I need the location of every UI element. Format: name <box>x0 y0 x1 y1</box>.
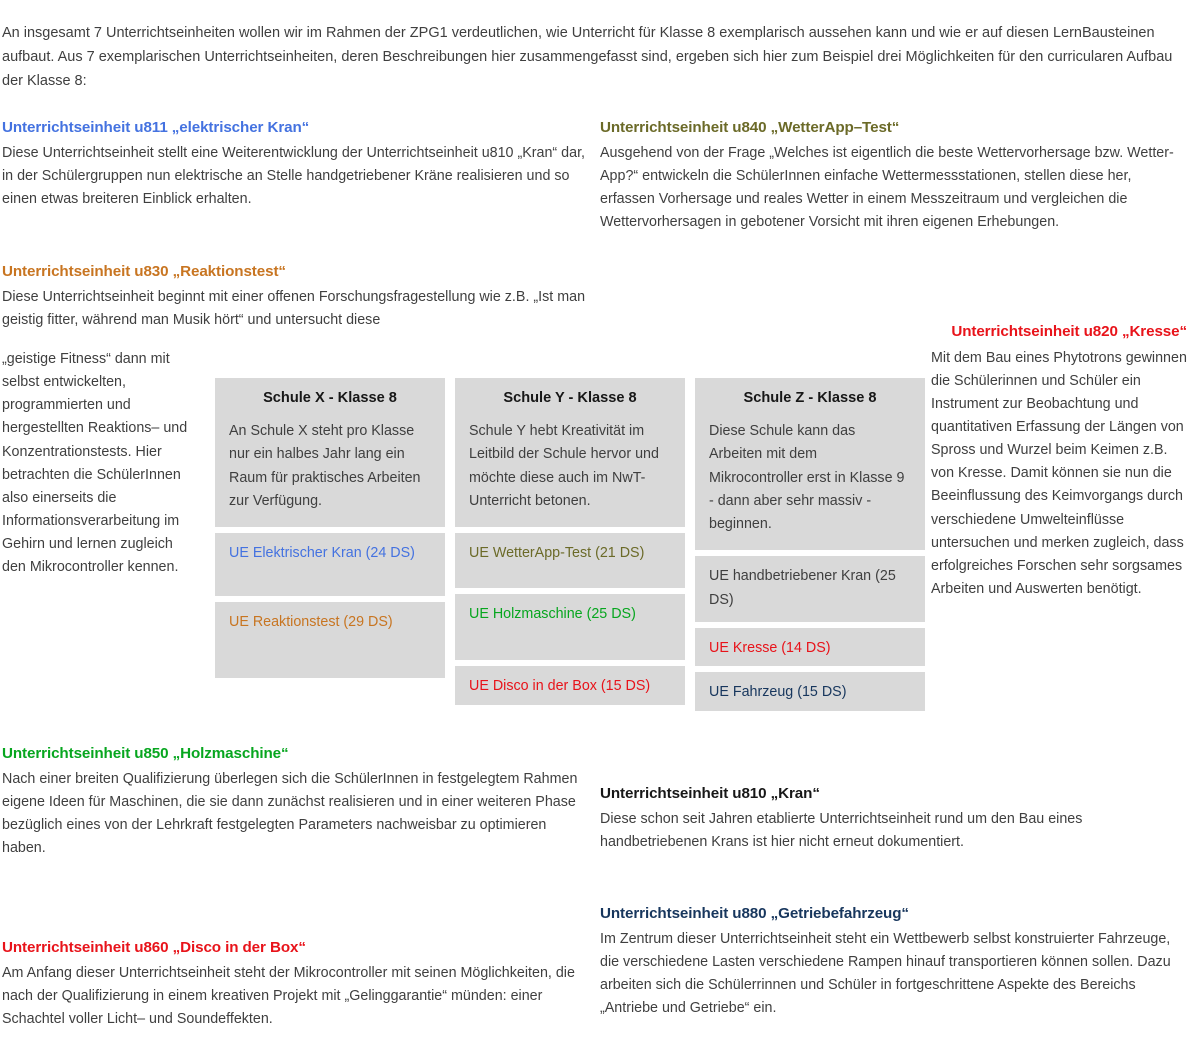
schedule-unit-label: UE Kresse (14 DS) <box>709 640 831 657</box>
schedule-column <box>215 378 445 684</box>
school-title: Schule Z - Klasse 8 <box>743 390 877 406</box>
unit-heading-u820: Unterrichtseinheit u820 „Kresse“ <box>951 323 1187 340</box>
unit-body-u840: Ausgehend von der Frage „Welches ist eigentlich die beste Wettervorhersage bzw. Wetter-App?“ entwickeln die SchülerInnen einfache Wettermessstationen, stellen diese her, erfassen Vorhersage und reales Wetter in einem Messzeitraum und vergleichen die Wettervorhersagen in gebotener Vorsicht mit ihren eigenen Erhebungen. <box>600 144 1174 230</box>
unit-section-u840 <box>600 118 1187 234</box>
schedule-unit-block[interactable] <box>455 666 685 705</box>
unit-body-u880: Im Zentrum dieser Unterrichtseinheit steht ein Wettbewerb selbst konstruierter Fahrzeuge, die verschiedene Lasten verschiedene Rampen hinauf transportieren können sollen. Dazu arbeiten sich die Schülerrinnen und Schüler in fortgeschrittene Aspekte des Bereichs „Antriebe und Getriebe“ ein. <box>600 930 1171 1016</box>
unit-section-u850 <box>2 744 590 860</box>
unit-heading-u850: Unterrichtseinheit u850 „Holzmaschine“ <box>2 745 289 762</box>
school-title: Schule Y - Klasse 8 <box>503 390 637 406</box>
unit-section-u810 <box>600 784 1184 854</box>
unit-body-u830-wide: Diese Unterrichtseinheit beginnt mit einer offenen Forschungsfragestellung wie z.B. „Ist man geistig fitter, während man Musik hört“ und untersucht diese <box>2 288 586 328</box>
schedule-unit-block[interactable] <box>695 556 925 622</box>
unit-heading-u811: Unterrichtseinheit u811 „elektrischer Kran“ <box>2 119 310 136</box>
unit-section-u811 <box>2 118 587 211</box>
unit-heading-u840: Unterrichtseinheit u840 „WetterApp–Test“ <box>600 119 900 136</box>
school-header-block <box>695 378 925 550</box>
unit-section-u860 <box>2 938 590 1031</box>
unit-body-u860: Am Anfang dieser Unterrichtseinheit steht der Mikrocontroller mit seinen Möglichkeiten, die nach der Qualifizierung in einem kreativen Projekt mit „Gelinggarantie“ münden: einer Schachtel voller Licht– und Soundeffekten. <box>2 964 575 1027</box>
schedule-unit-label: UE handbetriebener Kran (25 DS) <box>709 568 896 608</box>
unit-body-u820: Mit dem Bau eines Phytotrons gewinnen die Schülerinnen und Schüler ein Instrument zur Beobachtung und quantitativen Erfassung der Längen von Spross und Wurzel beim Keimen z.B. von Kresse. Damit können sie nun die Beeinflussung des Keimvorgangs durch verschiedene Umwelteinflüsse untersuchen und merken zugleich, dass erfolgreiches Forschen sehr sorgsames Arbeiten und Auswerten benötigt. <box>931 349 1187 598</box>
schedule-unit-block[interactable] <box>455 594 685 660</box>
unit-body-u811: Diese Unterrichtseinheit stellt eine Weiterentwicklung der Unterrichtseinheit u810 „Kran“ dar, in der Schülergruppen nun elektrische an Stelle handgetriebener Kräne realisieren und so einen etwas breiteren Einblick erhalten. <box>2 144 586 207</box>
school-header-block <box>215 378 445 527</box>
unit-heading-u860: Unterrichtseinheit u860 „Disco in der Box“ <box>2 939 306 956</box>
school-description: Diese Schule kann das Arbeiten mit dem Mikrocontroller erst in Klasse 9 - dann aber sehr massiv - beginnen. <box>709 422 905 533</box>
schedule-unit-block[interactable] <box>215 602 445 678</box>
unit-heading-u810: Unterrichtseinheit u810 „Kran“ <box>600 785 820 802</box>
unit-heading-u830: Unterrichtseinheit u830 „Reaktionstest“ <box>2 263 286 280</box>
schedule-unit-label: UE WetterApp-Test (21 DS) <box>469 545 645 562</box>
schedule-unit-block[interactable] <box>695 628 925 666</box>
unit-body-u850: Nach einer breiten Qualifizierung überlegen sich die SchülerInnen in festgelegtem Rahmen eigene Ideen für Maschinen, die sie dann zunächst realisieren und in einer weiteren Phase bezüglich eines von der Lehrkraft festgelegten Parameters nachweisbar zu optimieren haben. <box>2 770 578 856</box>
school-description: Schule Y hebt Kreativität im Leitbild der Schule hervor und möchte diese auch im NwT-Unterricht betonen. <box>469 422 659 509</box>
unit-body-u810: Diese schon seit Jahren etablierte Unterrichtseinheit rund um den Bau eines handbetriebenen Krans ist hier nicht erneut dokumentiert. <box>600 810 1083 850</box>
unit-section-u830 <box>2 262 587 332</box>
schedule-unit-block[interactable] <box>455 533 685 588</box>
schedule-column <box>695 378 925 717</box>
school-header-block <box>455 378 685 527</box>
unit-section-u880 <box>600 904 1184 1020</box>
schedule-unit-block[interactable] <box>695 672 925 711</box>
unit-heading-u880: Unterrichtseinheit u880 „Getriebefahrzeug“ <box>600 905 909 922</box>
unit-section-u820 <box>888 322 1187 601</box>
school-title: Schule X - Klasse 8 <box>263 390 397 406</box>
schedule-unit-label: UE Holzmaschine (25 DS) <box>469 606 636 623</box>
schedule-unit-label: UE Reaktionstest (29 DS) <box>229 614 393 631</box>
schedule-unit-label: UE Fahrzeug (15 DS) <box>709 684 847 701</box>
schedule-unit-label: UE Elektrischer Kran (24 DS) <box>229 545 415 562</box>
school-description: An Schule X steht pro Klasse nur ein halbes Jahr lang ein Raum für praktisches Arbeiten zur Verfügung. <box>229 422 421 509</box>
schedule-unit-label: UE Disco in der Box (15 DS) <box>469 678 651 695</box>
unit-body-u830-narrow: „geistige Fitness“ dann mit selbst entwickelten, programmierten und hergestellten Reaktions– und Konzentrationstests. Hier betrachten die SchülerInnen also einerseits die Informationsverarbeitung im Gehirn und lernen zugleich den Mikrocontroller kennen. <box>2 351 188 576</box>
intro-paragraph: An insgesamt 7 Unterrichtseinheiten wollen wir im Rahmen der ZPG1 verdeutlichen, wie Unterricht für Klasse 8 exemplarisch aussehen kann und wie er auf diesen LernBausteinen aufbaut. Aus 7 exemplarischen Unterrichtseinheiten, deren Beschreibungen hier zusammengefasst sind, ergeben sich hier zum Beispiel drei Möglichkeiten für den curricularen Aufbau der Klasse 8: <box>2 24 1173 90</box>
schedule-column <box>455 378 685 711</box>
schedule-unit-block[interactable] <box>215 533 445 596</box>
